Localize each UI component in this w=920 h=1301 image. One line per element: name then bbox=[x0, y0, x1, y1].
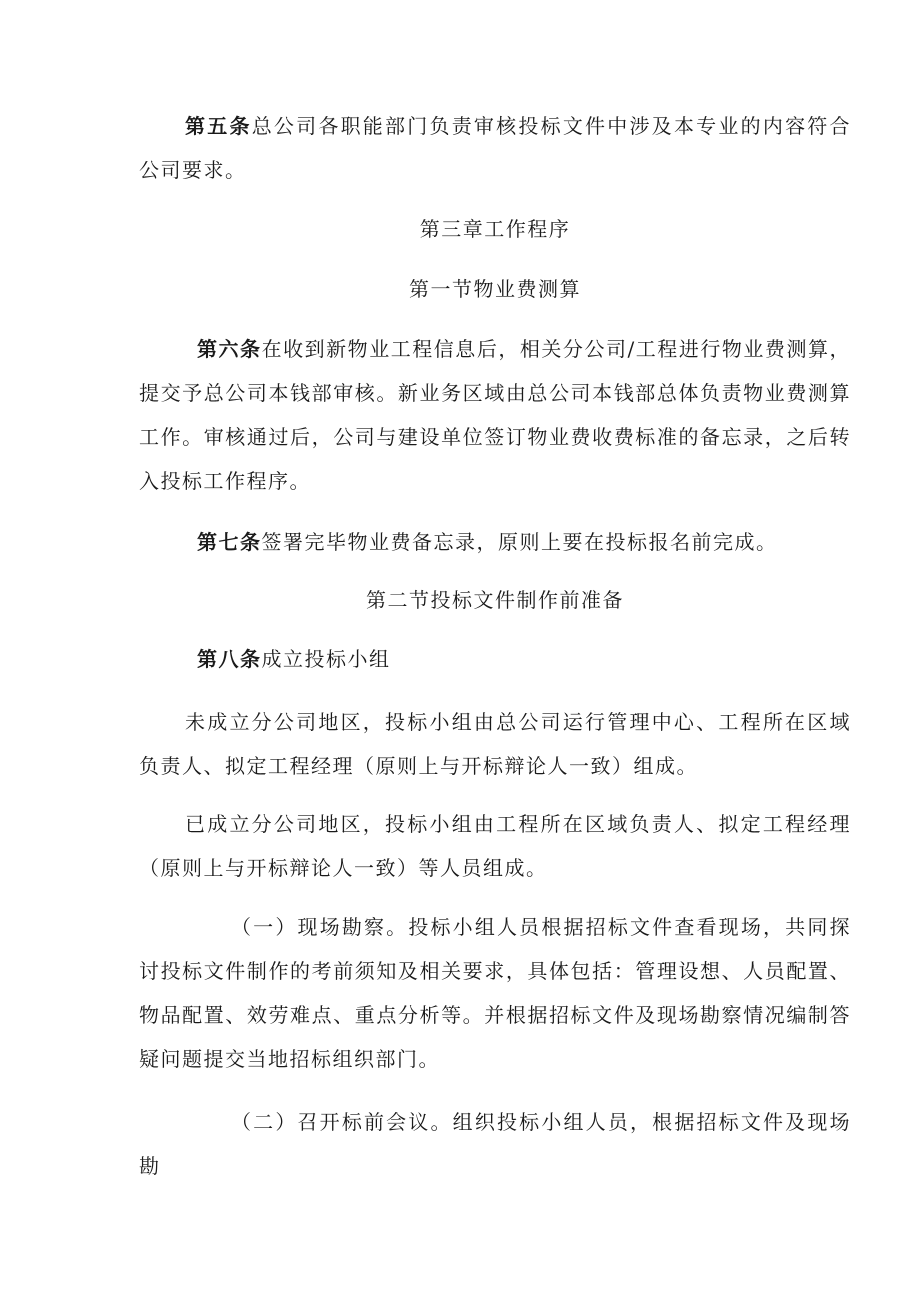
article-7 bbox=[139, 520, 851, 564]
paragraph-established-branch: 已成立分公司地区，投标小组由工程所在区域负责人、拟定工程经理（原则上与开标辩论人一致）等人员组成。 bbox=[139, 812, 851, 880]
section-2-title: 第二节投标文件制作前准备 bbox=[366, 588, 624, 612]
section-1-title: 第一节物业费测算 bbox=[409, 277, 581, 301]
article-8 bbox=[139, 637, 851, 681]
article-8-label: 第八条 bbox=[197, 647, 262, 671]
article-7-text: 签署完毕物业费备忘录，原则上要在投标报名前完成。 bbox=[261, 530, 778, 554]
article-5-label: 第五条 bbox=[185, 114, 252, 138]
article-8-text: 成立投标小组 bbox=[261, 647, 391, 671]
article-7-label: 第七条 bbox=[197, 530, 262, 554]
article-6-label: 第六条 bbox=[197, 337, 262, 361]
paragraph-unestablished-branch: 未成立分公司地区，投标小组由总公司运行管理中心、工程所在区域负责人、拟定工程经理（原则上与开标辩论人一致）组成。 bbox=[139, 710, 851, 778]
article-5-text: 总公司各职能部门负责审核投标文件中涉及本专业的内容符合公司要求。 bbox=[139, 114, 852, 182]
article-5 bbox=[139, 104, 851, 192]
chapter-3-title: 第三章工作程序 bbox=[419, 217, 571, 241]
item-2-pre-bid-meeting: （二）召开标前会议。组织投标小组人员，根据招标文件及现场勘 bbox=[139, 1110, 851, 1178]
article-6 bbox=[139, 327, 851, 503]
item-1-site-survey: （一）现场勘察。投标小组人员根据招标文件查看现场，共同探讨投标文件制作的考前须知及相关要求，具体包括：管理设想、人员配置、物品配置、效劳难点、重点分析等。并根据招标文件及现场勘察情况编制答疑问题提交当地招标组织部门。 bbox=[139, 915, 851, 1071]
article-6-text: 在收到新物业工程信息后，相关分公司/工程进行物业费测算，提交予总公司本钱部审核。新业务区域由总公司本钱部总体负责物业费测算工作。审核通过后，公司与建设单位签订物业费收费标准的备忘录，之后转入投标工作程序。 bbox=[139, 337, 851, 493]
